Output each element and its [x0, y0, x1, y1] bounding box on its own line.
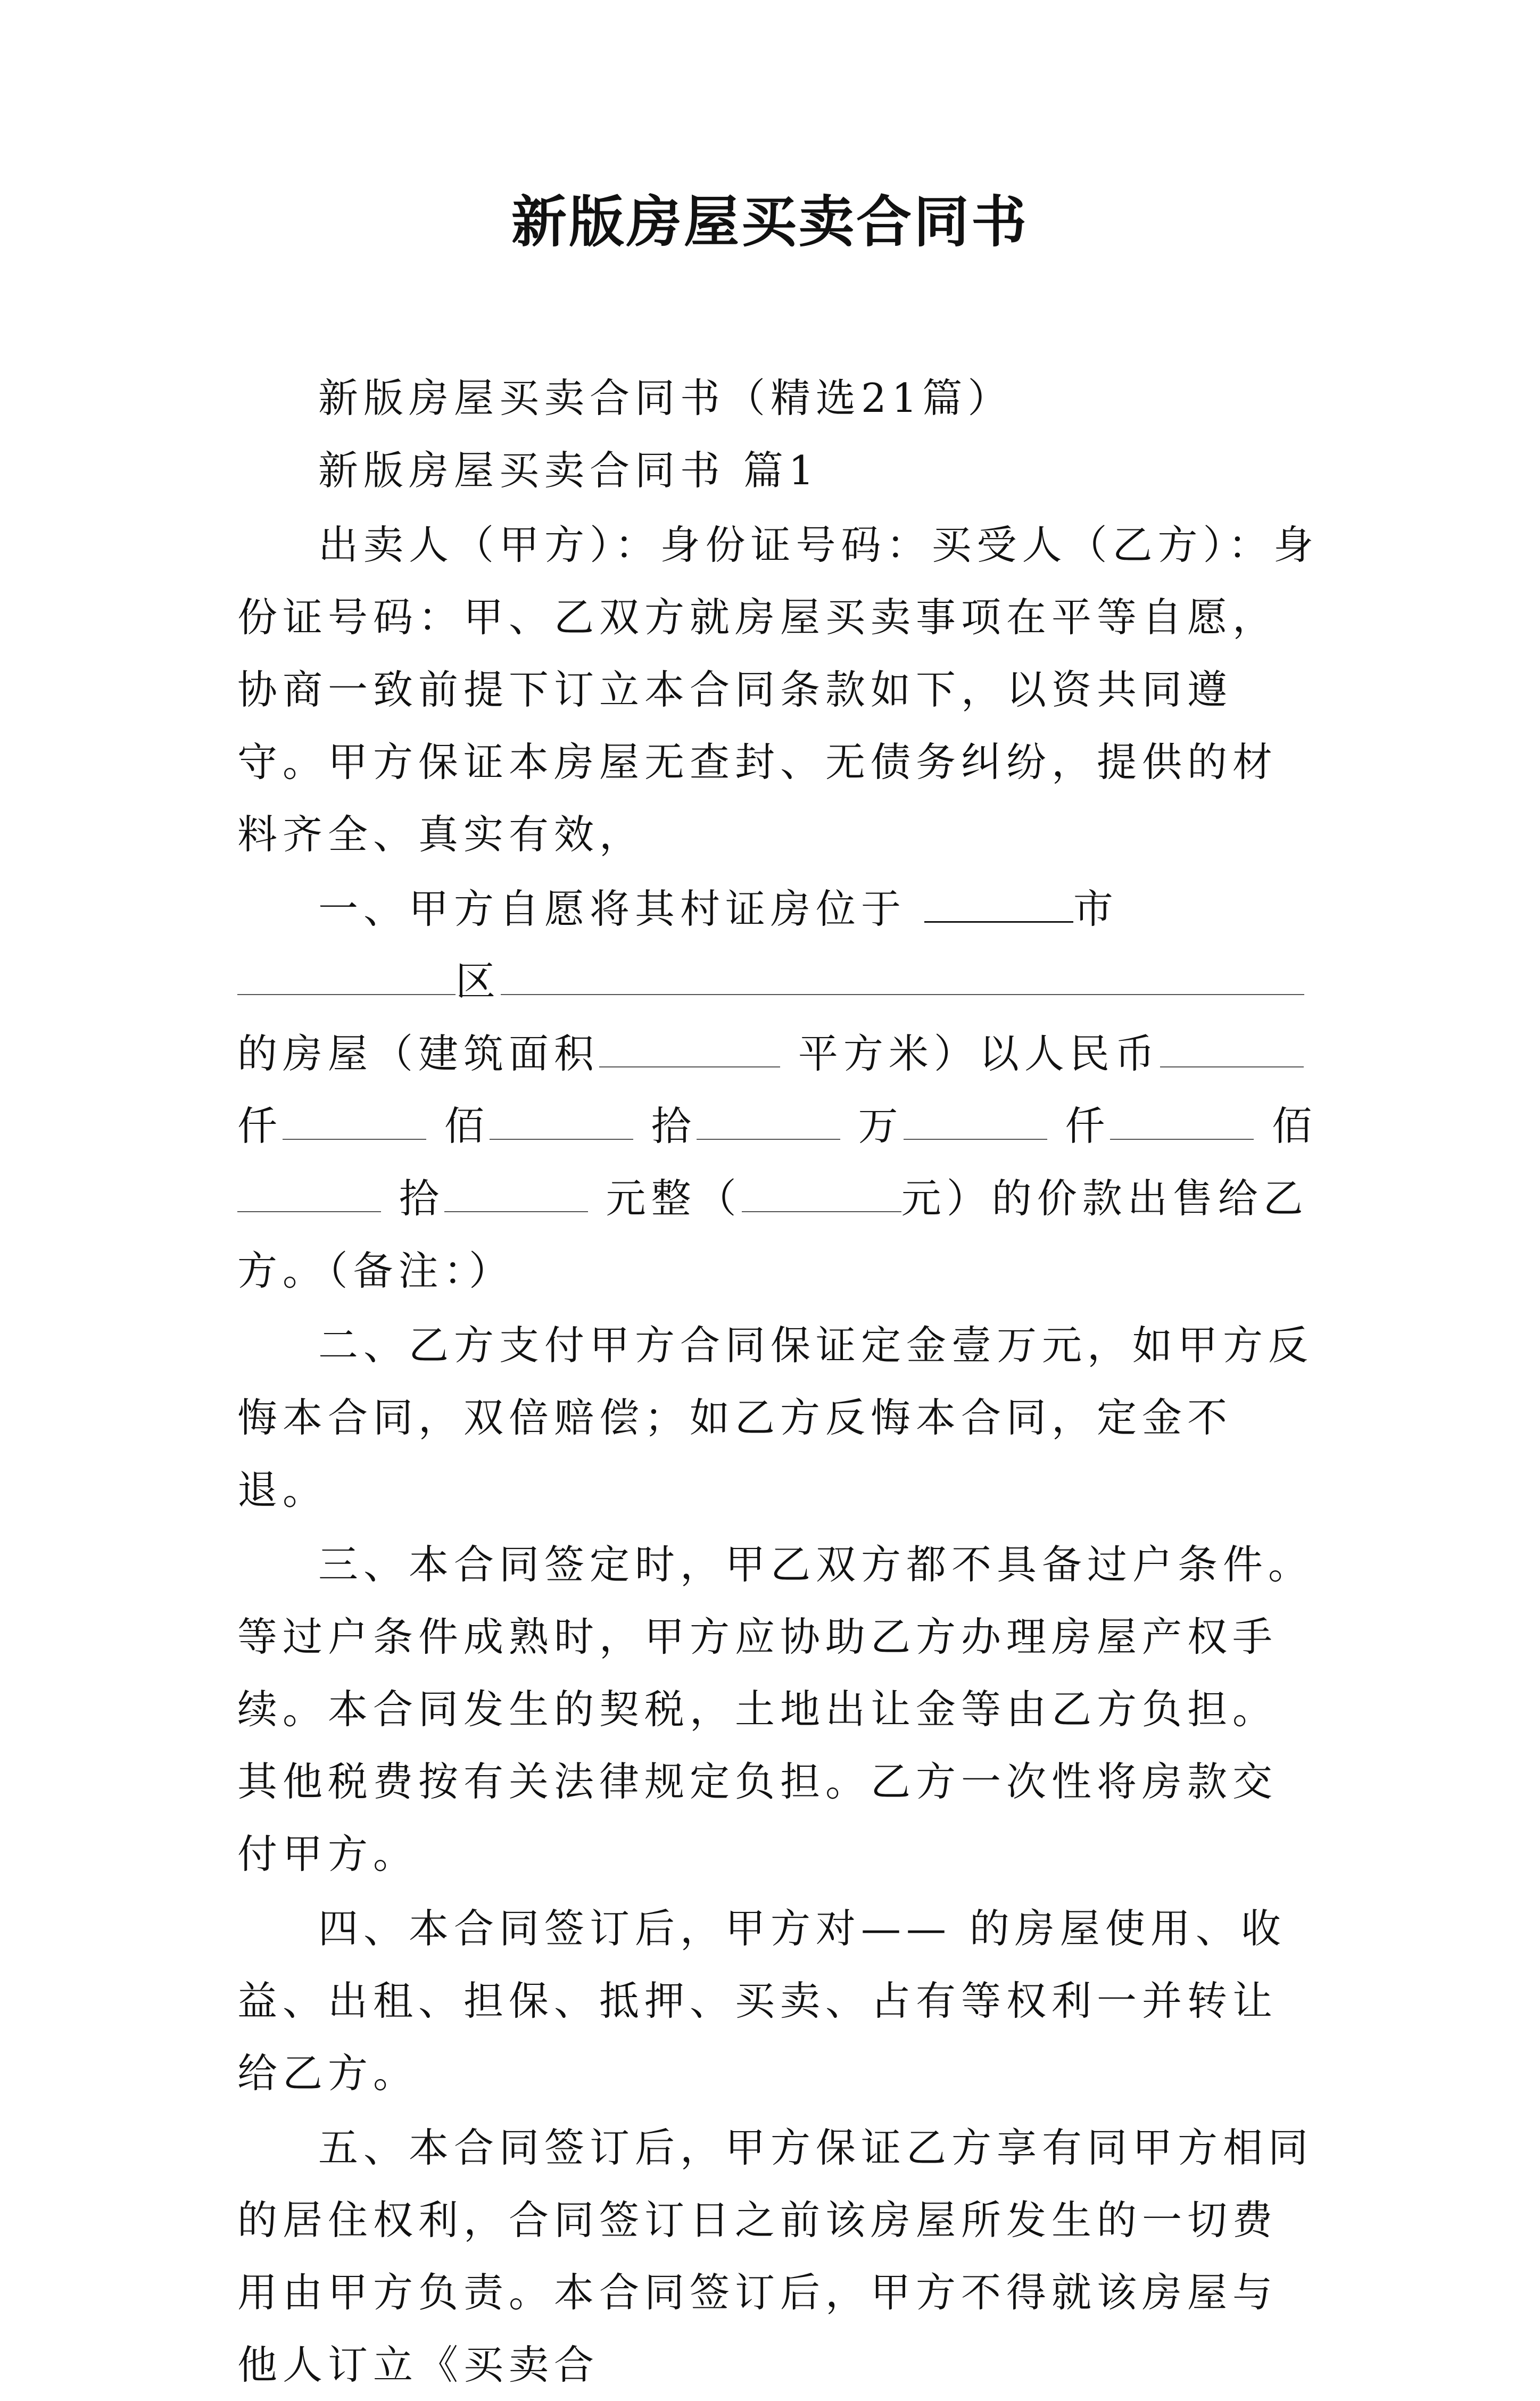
clause-1-text-d: 的房屋（建筑面积 — [237, 1030, 600, 1077]
clause-1-text-j: 仟 — [1047, 1103, 1111, 1149]
document-title: 新版房屋买卖合同书 — [511, 189, 1029, 254]
amount-yuan-blank — [444, 1179, 588, 1212]
clause-1-text-f: 仟 — [237, 1103, 283, 1149]
clause-3: 三、本合同签定时，甲乙双方都不具备过户条件。等过户条件成熟时，甲方应协助乙方办理房屋产权手续。本合同发生的契税，土地出让金等由乙方负担。其他税费按有关法律规定负担。乙方一次性将房款交付甲方。 — [237, 1541, 1314, 1877]
amount-bai-2-blank — [1110, 1107, 1254, 1140]
clause-1-text-e: 平方米）以人民币 — [780, 1030, 1160, 1077]
clause-1-text-c: 区 — [456, 958, 501, 1005]
clause-1-text-n: 元）的价款出售给乙方。（备注：） — [237, 1175, 1309, 1294]
clause-1-text-l: 拾 — [381, 1175, 444, 1222]
clause-4: 四、本合同签订后，甲方对—— 的房屋使用、收益、出租、担保、抵押、买卖、占有等权利一并转让给乙方。 — [237, 1905, 1286, 2097]
clause-1-text-m: 元整（ — [587, 1175, 742, 1222]
amount-wan-blank — [697, 1107, 840, 1140]
amount-bai-blank — [283, 1107, 426, 1140]
clause-5: 五、本合同签订后，甲方保证乙方享有同甲方相同的居住权利，合同签订日之前该房屋所发生的一切费用由甲方负责。本合同签订后，甲方不得就该房屋与他人订立《买卖合 — [237, 2124, 1314, 2388]
amount-shi-2-blank — [237, 1179, 381, 1212]
clause-2: 二、乙方支付甲方合同保证定金壹万元，如甲方反悔本合同，双倍赔偿；如乙方反悔本合同，定金不退。 — [237, 1322, 1314, 1513]
district-blank — [501, 962, 1304, 995]
clause-1-text-g: 佰 — [426, 1103, 490, 1149]
amount-shi-blank — [490, 1107, 633, 1140]
clause-1-text-k: 佰 — [1254, 1103, 1318, 1149]
clause-1-text-h: 拾 — [633, 1103, 697, 1149]
amount-qian-2-blank — [904, 1107, 1047, 1140]
document-body — [237, 362, 1319, 2401]
section-heading: 新版房屋买卖合同书 篇1 — [318, 447, 819, 494]
amount-qian-blank — [1160, 1034, 1304, 1067]
city-blank-2 — [237, 962, 456, 995]
intro-paragraph: 出卖人（甲方）：身份证号码：买受人（乙方）：身份证号码：甲、乙双方就房屋买卖事项在平等自愿，协商一致前提下订立本合同条款如下，以资共同遵守。甲方保证本房屋无查封、无债务纠纷，提供的材料齐全、真实有效， — [237, 521, 1319, 858]
clause-1 — [237, 873, 1319, 1307]
clause-1-text-a: 一、甲方自愿将其村证房位于 — [318, 885, 924, 932]
clause-1-text-b: 市 — [1073, 885, 1119, 932]
document-subtitle: 新版房屋买卖合同书（精选21篇） — [318, 375, 1013, 421]
area-blank — [599, 1034, 780, 1067]
city-blank — [924, 889, 1073, 923]
clause-1-text-i: 万 — [840, 1103, 904, 1149]
amount-figure-blank — [742, 1179, 901, 1212]
